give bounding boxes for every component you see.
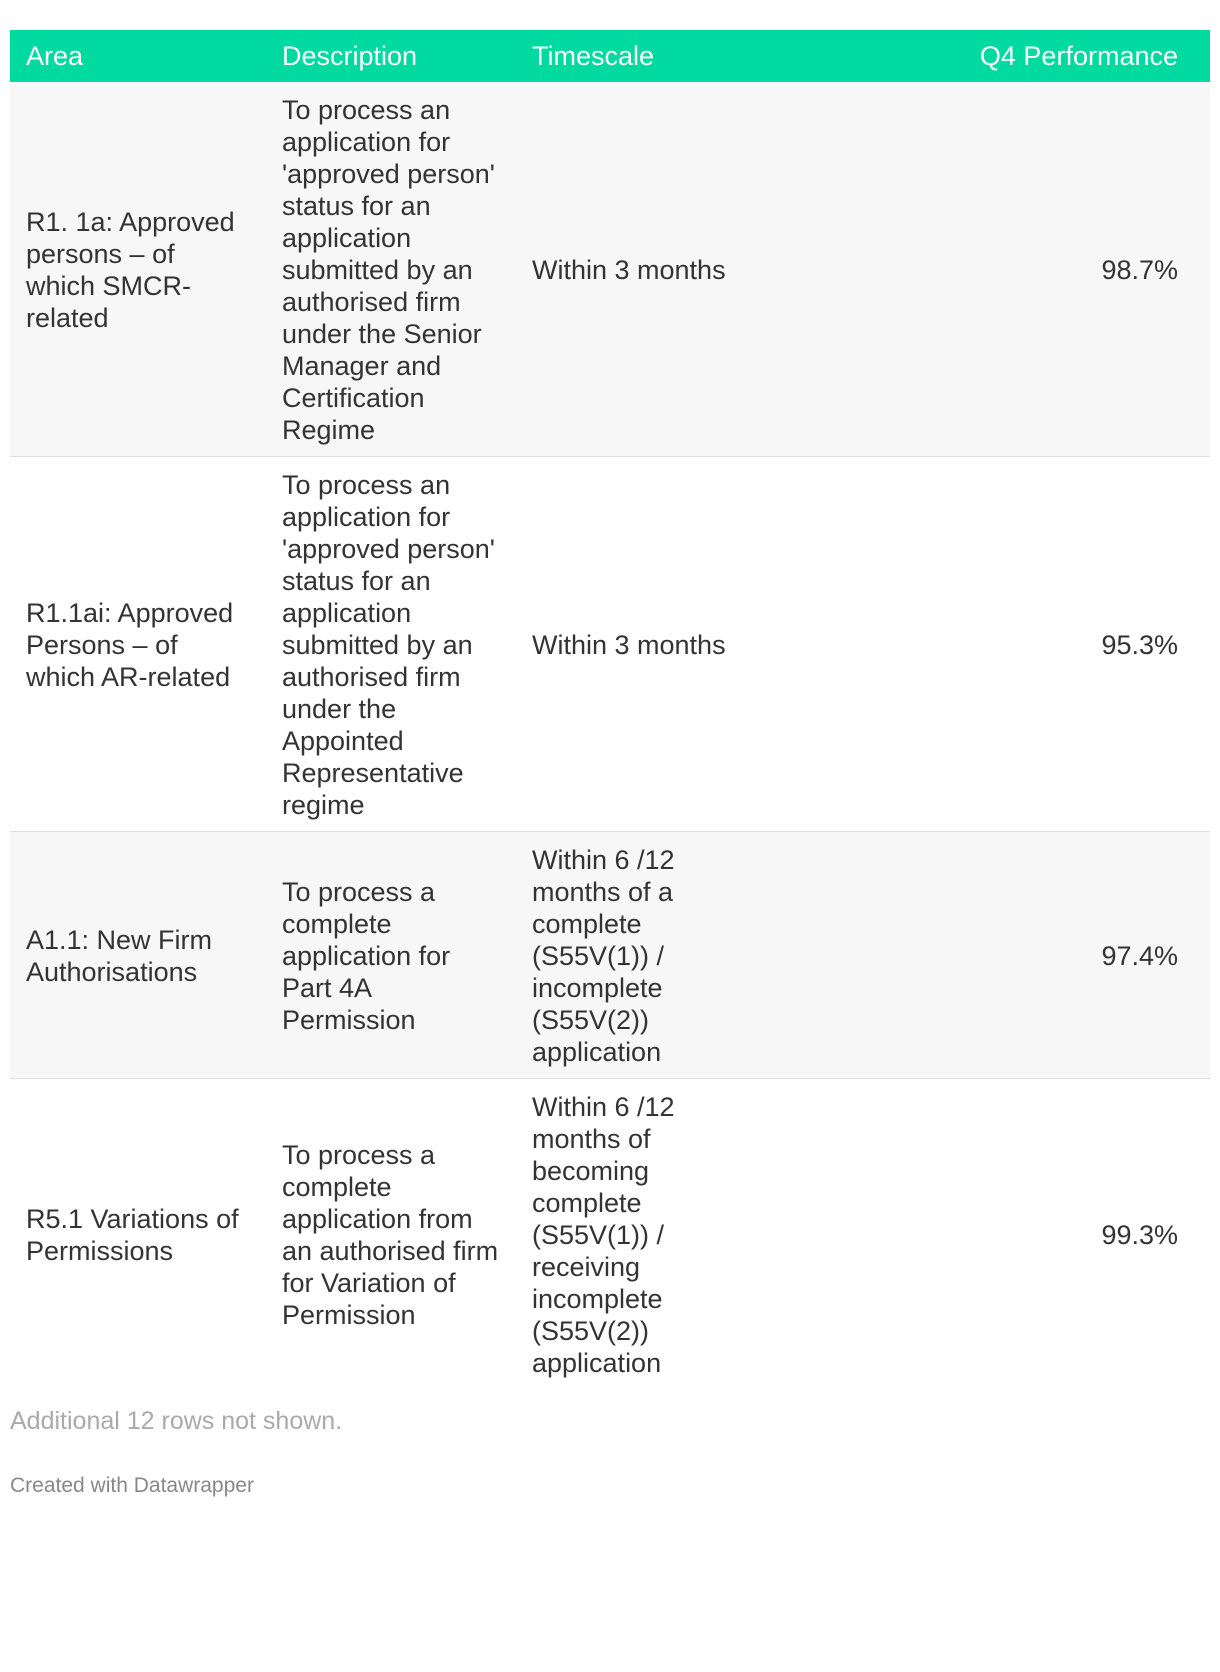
cell-performance: 99.3% — [1101, 1220, 1178, 1250]
cell-performance: 98.7% — [1101, 255, 1178, 285]
table-row — [10, 457, 1210, 832]
table-header-row — [10, 30, 1210, 82]
column-header-description[interactable]: Description — [282, 40, 418, 71]
table-row — [10, 82, 1210, 457]
performance-table — [10, 30, 1210, 1389]
cell-description: To process a complete application from an authorised firm for Variation of Permission — [282, 1140, 499, 1330]
table-container — [10, 30, 1210, 1498]
column-header-area[interactable]: Area — [26, 40, 84, 71]
cell-area: R1. 1a: Approved persons – of which SMCR-related — [26, 207, 235, 333]
cell-area: R5.1 Variations of Permissions — [26, 1204, 239, 1266]
cell-description: To process an application for 'approved person' status for an application submitted by an authorised firm under the Senior Manager and Certification Regime — [282, 95, 495, 445]
cell-timescale: Within 6 /12 months of becoming complete (S55V(1)) / receiving incomplete (S55V(2)) application — [532, 1092, 675, 1378]
cell-timescale: Within 3 months — [532, 630, 726, 660]
cell-timescale: Within 6 /12 months of a complete (S55V(1)) / incomplete (S55V(2)) application — [532, 845, 675, 1067]
table-row — [10, 832, 1210, 1079]
cell-area: R1.1ai: Approved Persons – of which AR-related — [26, 598, 234, 692]
rows-hidden-note: Additional 12 rows not shown. — [10, 1407, 343, 1435]
cell-performance: 97.4% — [1101, 941, 1178, 971]
cell-timescale: Within 3 months — [532, 255, 726, 285]
cell-performance: 95.3% — [1101, 630, 1178, 660]
column-header-timescale[interactable]: Timescale — [532, 40, 655, 71]
credit-link[interactable]: Created with Datawrapper — [10, 1474, 254, 1497]
cell-description: To process an application for 'approved person' status for an application submitted by an authorised firm under the Appointed Representative regime — [282, 470, 495, 820]
cell-area: A1.1: New Firm Authorisations — [26, 925, 213, 987]
column-header-performance[interactable]: Q4 Performance — [979, 40, 1178, 71]
table-row — [10, 1079, 1210, 1390]
cell-description: To process a complete application for Part 4A Permission — [282, 877, 451, 1035]
